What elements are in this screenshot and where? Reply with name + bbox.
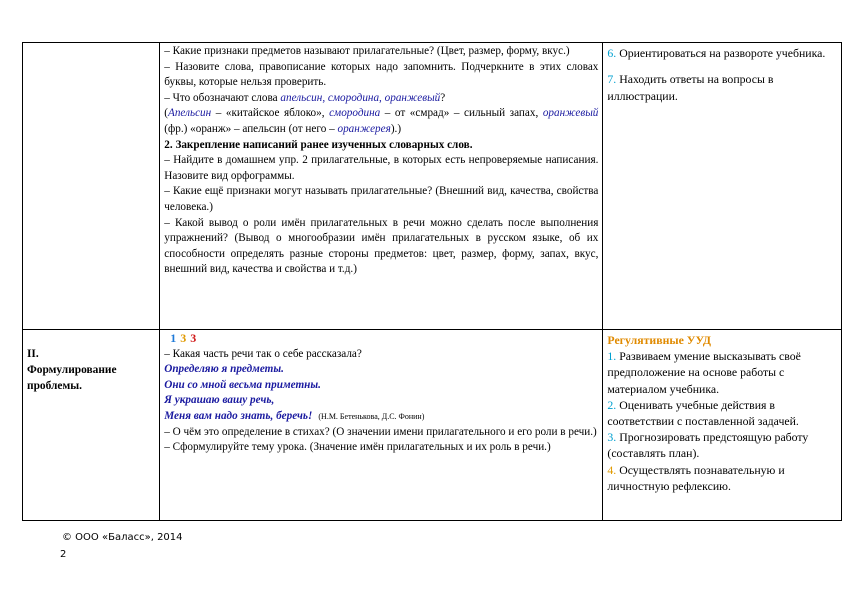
stage-cell bbox=[23, 330, 160, 521]
copyright-footer: © ООО «Баласс», 2014 bbox=[62, 532, 183, 543]
poem-line: Я украшаю вашу речь, bbox=[164, 394, 275, 407]
skills-cell bbox=[603, 330, 842, 521]
question-line: – Какие ещё признаки могут называть прилагательные? (Внешний вид, качества, свойства человека.) bbox=[164, 185, 599, 213]
stage-cell-empty bbox=[23, 43, 160, 330]
activity-cell bbox=[160, 330, 603, 521]
stage-number: II. bbox=[27, 348, 39, 360]
poem-text: Меня вам надо знать, беречь! bbox=[164, 409, 313, 422]
question-line bbox=[164, 91, 598, 107]
question-line: – Найдите в домашнем упр. 2 прилагательные, в которых есть непроверяемые написания. Назовите вид орфограммы. bbox=[164, 154, 599, 182]
highlighted-words: апельсин, смородина, оранжевый bbox=[280, 91, 441, 104]
skill-item bbox=[607, 348, 837, 397]
item-number: 7. bbox=[607, 72, 617, 87]
item-text: Находить ответы на вопросы в иллюстрации. bbox=[607, 72, 774, 104]
etymology-line bbox=[164, 106, 598, 137]
question-line: – Какая часть речи так о себе рассказала? bbox=[164, 347, 362, 360]
question-line: – Какие признаки предметов называют прилагательные? (Цвет, размер, форму, вкус.) bbox=[164, 45, 570, 57]
activity-cell bbox=[160, 43, 603, 330]
skill-item bbox=[607, 71, 837, 105]
question-line: – Назовите слова, правописание которых надо запомнить. Подчеркните в этих словах буквы, которые нельзя проверить. bbox=[164, 60, 599, 89]
text: – от «смрад» – сильный запах, bbox=[380, 107, 543, 120]
text: – Что обозначают слова bbox=[164, 91, 281, 104]
item-number: 1. bbox=[607, 349, 617, 364]
poem-line: Они со мной весьма приметны. bbox=[164, 378, 321, 391]
table-row bbox=[23, 43, 842, 330]
highlighted-word: смородина bbox=[329, 107, 381, 120]
highlighted-word: оранжерея bbox=[337, 122, 391, 135]
lesson-table bbox=[22, 42, 842, 521]
skills-cell bbox=[603, 43, 842, 330]
uud-title: Регулятивные УУД bbox=[607, 333, 712, 347]
question-line: – О чём это определение в стихах? (О значении имени прилагательного и его роли в речи.) bbox=[164, 425, 597, 438]
item-text: Оценивать учебные действия в соответствии с поставленной задачей. bbox=[607, 397, 799, 429]
question-line: – Какой вывод о роли имён прилагательных в речи можно сделать после выполнения упражнений? (Вывод о многообразии имён прилагательных в русском языке, об их способности определять разные стороны предметов: цвет, размер, форму, запах, вкус, внешний вид, качества и свойства и т.д.) bbox=[164, 216, 599, 276]
skill-item bbox=[607, 462, 837, 494]
text: (фр.) «оранж» – апельсин (от него – bbox=[164, 122, 338, 135]
poem-line bbox=[164, 409, 598, 425]
highlighted-word: Апельсин bbox=[167, 107, 212, 120]
page-number: 2 bbox=[60, 549, 67, 560]
question-line: – Сформулируйте тему урока. (Значение имён прилагательных и их роль в речи.) bbox=[164, 441, 551, 454]
item-number: 6. bbox=[607, 46, 617, 60]
highlighted-word: оранжевый bbox=[542, 107, 599, 120]
digit: 3 bbox=[190, 331, 197, 345]
item-text: Осуществлять познавательную и личностную рефлексию. bbox=[607, 462, 785, 493]
level-digits bbox=[164, 331, 598, 347]
stage-title: Формулирование проблемы. bbox=[27, 364, 117, 392]
item-text: Развиваем умение высказывать своё предположение на основе работы с материалом учебника. bbox=[607, 349, 801, 396]
item-text: Ориентироваться на развороте учебника. bbox=[616, 46, 826, 60]
skill-item bbox=[607, 45, 837, 62]
item-text: Прогнозировать предстоящую работу (составлять план). bbox=[607, 430, 809, 461]
section-heading: 2. Закрепление написаний ранее изученных словарных слов. bbox=[164, 138, 473, 151]
poem-line: Определяю я предметы. bbox=[164, 363, 284, 376]
skill-item bbox=[607, 397, 837, 429]
item-number: 4. bbox=[607, 462, 617, 477]
digit: 1 bbox=[170, 331, 177, 345]
table-row bbox=[23, 330, 842, 521]
text: ( bbox=[164, 107, 168, 120]
item-number: 3. bbox=[607, 430, 617, 445]
text: ).) bbox=[390, 122, 402, 135]
text: ? bbox=[440, 91, 446, 104]
item-number: 2. bbox=[607, 397, 617, 412]
poem-authors: (Н.М. Бетенькова, Д.С. Фонин) bbox=[318, 411, 425, 421]
digit: 3 bbox=[180, 331, 187, 345]
text: – «китайское яблоко», bbox=[211, 107, 330, 120]
skill-item bbox=[607, 429, 837, 461]
